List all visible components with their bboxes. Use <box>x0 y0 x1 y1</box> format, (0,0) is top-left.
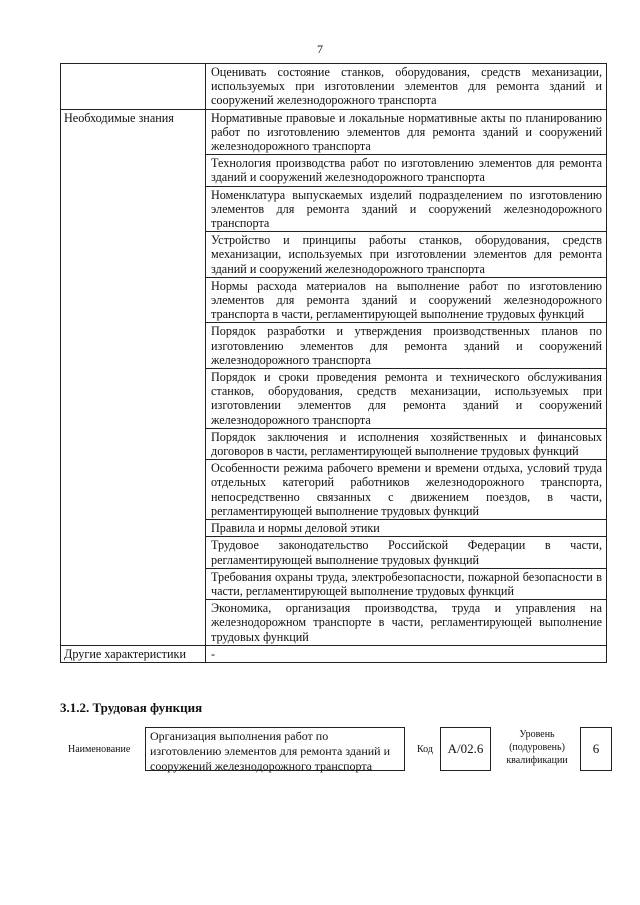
function-code-box: А/02.6 <box>440 727 491 771</box>
row-text: Оценивать состояние станков, оборудования, средств механизации, используемых при изготовлении элементов для ремонта зданий и сооружений железнодорожного транспорта <box>206 64 607 110</box>
row-text: Нормы расхода материалов на выполнение работ по изготовлению элементов для ремонта зданий и сооружений железнодорожного транспорта в части, регламентирующей выполнение трудовых функций <box>206 277 607 323</box>
row-text: Особенности режима рабочего времени и времени отдыха, условий труда отдельных категорий работников железнодорожного транспорта, непосредственно связанных с движением поездов, в части, регламентирующей выполнение трудовых функций <box>206 460 607 520</box>
row-text: Экономика, организация производства, труда и управления на железнодорожном транспорте в части, регламентирующей выполнение трудовых функций <box>206 600 607 646</box>
table-row <box>61 109 607 155</box>
row-text: Номенклатура выпускаемых изделий подразделением по изготовлению элементов для ремонта зданий и сооружений железнодорожного транспорта <box>206 186 607 232</box>
row-text: Порядок разработки и утверждения производственных планов по изготовлению элементов для ремонта зданий и сооружений железнодорожного транспорта <box>206 323 607 369</box>
row-label: Другие характеристики <box>61 645 206 662</box>
row-text: - <box>206 645 607 662</box>
row-label: Необходимые знания <box>61 109 206 645</box>
table-row <box>61 64 607 110</box>
row-label <box>61 64 206 110</box>
function-code-label: Код <box>417 744 433 755</box>
row-text: Трудовое законодательство Российской Федерации в части, регламентирующей выполнение трудовых функций <box>206 537 607 568</box>
row-text: Требования охраны труда, электробезопасности, пожарной безопасности в части, регламентирующей выполнение трудовых функций <box>206 568 607 599</box>
qualification-level-label: Уровень (подуровень) квалификации <box>506 729 568 766</box>
qualification-level-box: 6 <box>580 727 612 771</box>
row-text: Правила и нормы деловой этики <box>206 520 607 537</box>
row-text: Технология производства работ по изготовлению элементов для ремонта зданий и сооружений железнодорожного транспорта <box>206 155 607 186</box>
function-name-label: Наименование <box>68 744 131 755</box>
row-text: Устройство и принципы работы станков, оборудования, средств механизации, используемых при изготовлении элементов для ремонта зданий и сооружений железнодорожного транспорта <box>206 232 607 278</box>
page-number: 7 <box>317 42 323 56</box>
function-name-box: Организация выполнения работ по изготовлению элементов для ремонта зданий и сооружений железнодорожного транспорта <box>145 727 405 771</box>
knowledge-table <box>60 63 607 663</box>
row-text: Нормативные правовые и локальные нормативные акты по планированию работ по изготовлению элементов для ремонта зданий и сооружений железнодорожного транспорта <box>206 109 607 155</box>
row-text: Порядок заключения и исполнения хозяйственных и финансовых договоров в части, регламентирующей выполнение трудовых функций <box>206 428 607 459</box>
section-title: 3.1.2. Трудовая функция <box>60 700 203 715</box>
row-text: Порядок и сроки проведения ремонта и технического обслуживания станков, оборудования, средств механизации, используемых при изготовлении элементов для ремонта зданий и сооружений железнодорожного транспорта <box>206 369 607 429</box>
table-row <box>61 645 607 662</box>
